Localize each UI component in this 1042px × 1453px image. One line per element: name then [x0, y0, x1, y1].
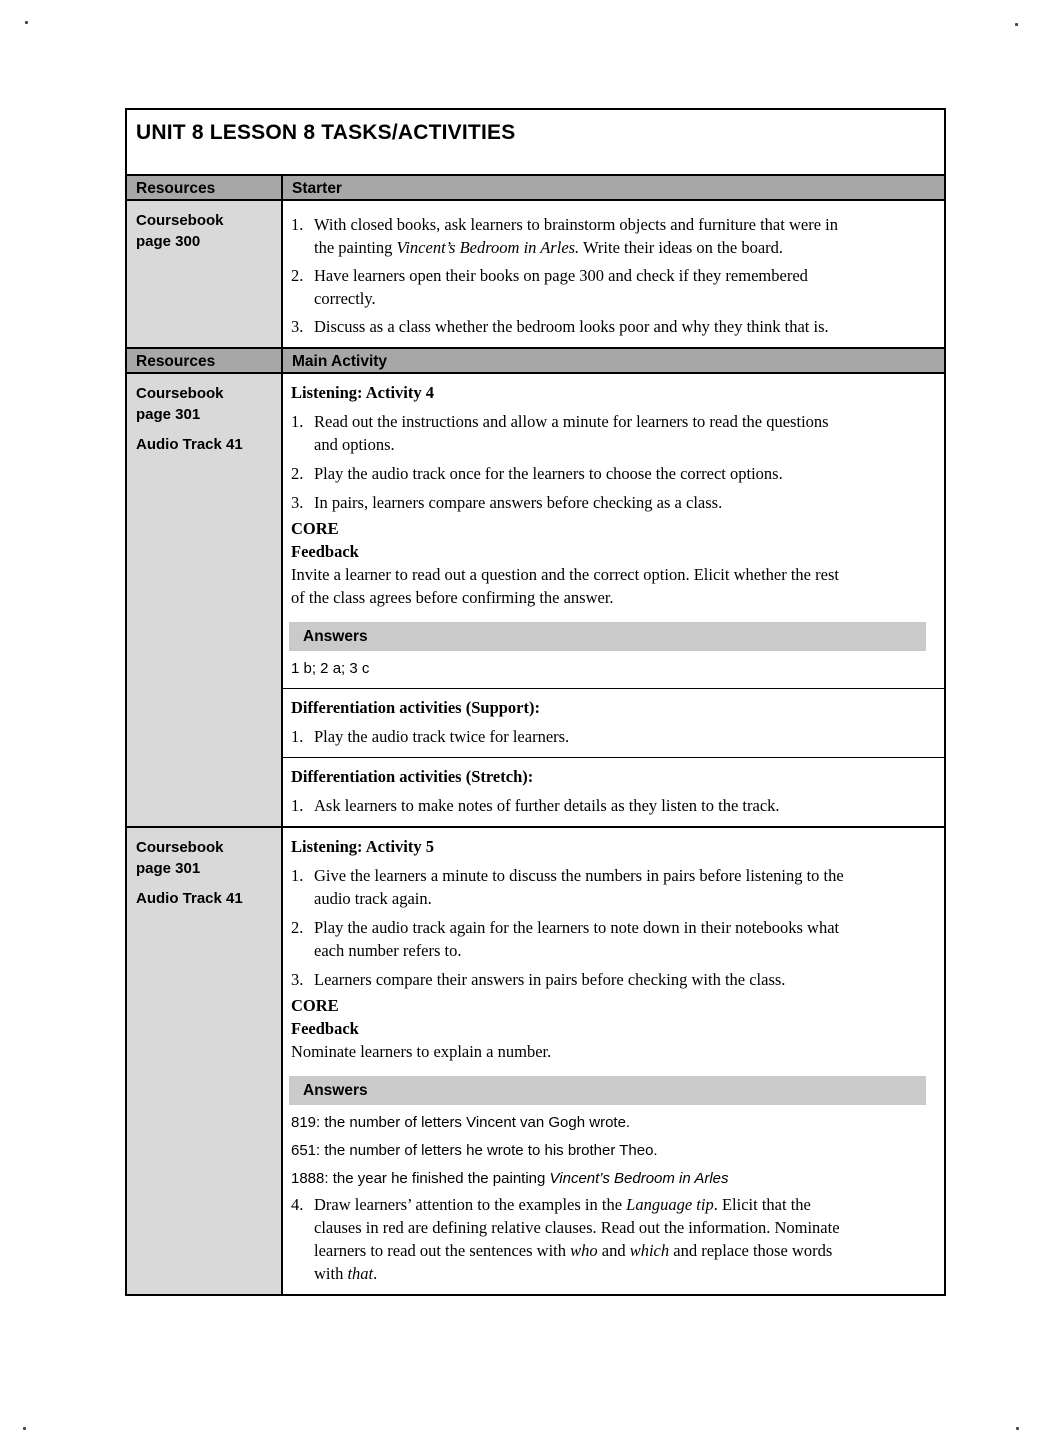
- feedback-label: Feedback: [291, 542, 359, 561]
- corner-mark-bottom-right: [1016, 1427, 1019, 1430]
- answer-line: 651: the number of letters he wrote to his brother Theo.: [291, 1142, 658, 1159]
- list-item: [291, 864, 932, 910]
- starter-steps-list: [291, 213, 932, 338]
- answer-line: 819: the number of letters Vincent van Gogh wrote.: [291, 1114, 631, 1131]
- support-heading: Differentiation activities (Support):: [291, 698, 540, 717]
- answers-label: Answers: [303, 628, 368, 645]
- resources-column-header: Resources: [127, 176, 283, 199]
- activity4-row: [127, 374, 944, 826]
- list-item: [291, 315, 932, 338]
- list-number: 1.: [291, 215, 304, 234]
- list-text: Have learners open their books on page 300 and check if they remembered correctly.: [314, 266, 808, 308]
- feedback-label: Feedback: [291, 1019, 359, 1038]
- activity5-row: [127, 826, 944, 1294]
- resources-spacer: [136, 879, 275, 888]
- list-text: Ask learners to make notes of further details as they listen to the track.: [314, 796, 780, 815]
- resources-spacer: [136, 425, 275, 434]
- activity5-content-column: [283, 828, 944, 1294]
- activity5-answers-bar: [289, 1076, 926, 1105]
- activity4-content-column: [283, 374, 944, 826]
- lesson-activities-table: [125, 108, 946, 1296]
- activity5-resources-cell: [127, 828, 283, 1294]
- list-item: [291, 491, 932, 514]
- activity5-step4-list: [291, 1193, 932, 1285]
- answers-label: Answers: [303, 1082, 368, 1099]
- support-steps-list: [291, 725, 932, 748]
- resource-audio-track: Audio Track 41: [136, 890, 243, 907]
- resource-page: page 300: [136, 233, 201, 250]
- list-number: 1.: [291, 412, 304, 431]
- corner-mark-top-left: [25, 21, 28, 24]
- resource-page: page 301: [136, 860, 201, 877]
- list-number: 3.: [291, 317, 304, 336]
- differentiation-support-block: [283, 688, 944, 757]
- activity4-answers-bar: [289, 622, 926, 651]
- activity5-steps-list: [291, 864, 932, 991]
- list-item: [291, 462, 932, 485]
- activity4-heading: Listening: Activity 4: [291, 383, 434, 402]
- list-item: [291, 794, 932, 817]
- resource-coursebook: Coursebook: [136, 212, 224, 229]
- list-item: [291, 1193, 932, 1285]
- activity4-main-block: [283, 374, 944, 688]
- list-text: In pairs, learners compare answers before checking as a class.: [314, 493, 723, 512]
- resource-audio-track: Audio Track 41: [136, 436, 243, 453]
- activity4-feedback-text: Invite a learner to read out a question and the correct option. Elicit whether the rest of the class agrees before confirming the answer.: [291, 565, 839, 607]
- list-item: [291, 410, 932, 456]
- list-item: [291, 264, 932, 310]
- resource-coursebook: Coursebook: [136, 385, 224, 402]
- activity5-answers-lines: [291, 1112, 932, 1189]
- starter-header-row: [127, 174, 944, 201]
- list-text: Give the learners a minute to discuss the numbers in pairs before listening to the audio track again.: [314, 866, 844, 908]
- list-number: 4.: [291, 1195, 304, 1214]
- stretch-heading: Differentiation activities (Stretch):: [291, 767, 534, 786]
- resource-coursebook: Coursebook: [136, 839, 224, 856]
- activity4-resources-cell: [127, 374, 283, 826]
- list-text: Discuss as a class whether the bedroom looks poor and why they think that is.: [314, 317, 829, 336]
- starter-row: [127, 201, 944, 347]
- main-activity-header-row: [127, 347, 944, 374]
- corner-mark-top-right: [1015, 23, 1018, 26]
- core-label: CORE: [291, 519, 339, 538]
- activity5-feedback-text: Nominate learners to explain a number.: [291, 1042, 552, 1061]
- corner-mark-bottom-left: [23, 1427, 26, 1430]
- list-number: 2.: [291, 266, 304, 285]
- list-text: Play the audio track again for the learners to note down in their notebooks what each number refers to.: [314, 918, 840, 960]
- list-number: 3.: [291, 970, 304, 989]
- starter-section-header: Starter: [292, 180, 342, 197]
- list-item: [291, 968, 932, 991]
- starter-content-column: [283, 201, 944, 347]
- list-text: Draw learners’ attention to the examples in the Language tip. Elicit that the clauses in red are defining relative clauses. Read out the information. Nominate learners to read out the sentences with who and which and replace those words with that.: [314, 1195, 840, 1283]
- list-number: 1.: [291, 796, 304, 815]
- list-number: 1.: [291, 727, 304, 746]
- resources-column-header-2: Resources: [127, 349, 283, 372]
- list-text: Play the audio track twice for learners.: [314, 727, 570, 746]
- list-text: With closed books, ask learners to brainstorm objects and furniture that were in the painting Vincent’s Bedroom in Arles. Write their ideas on the board.: [314, 215, 838, 257]
- list-text: Read out the instructions and allow a minute for learners to read the questions and options.: [314, 412, 829, 454]
- page-title: UNIT 8 LESSON 8 TASKS/ACTIVITIES: [136, 121, 516, 144]
- list-item: [291, 213, 932, 259]
- core-label: CORE: [291, 996, 339, 1015]
- activity5-heading: Listening: Activity 5: [291, 837, 434, 856]
- starter-content: [283, 201, 944, 347]
- differentiation-stretch-block: [283, 757, 944, 826]
- list-item: [291, 916, 932, 962]
- list-number: 2.: [291, 918, 304, 937]
- list-text: Learners compare their answers in pairs before checking with the class.: [314, 970, 786, 989]
- resource-page: page 301: [136, 406, 201, 423]
- list-number: 1.: [291, 866, 304, 885]
- list-number: 2.: [291, 464, 304, 483]
- starter-resources-cell: [127, 201, 283, 347]
- activity5-main-block: [283, 828, 944, 1294]
- answer-line: 1888: the year he finished the painting Vincent’s Bedroom in Arles: [291, 1170, 729, 1187]
- list-item: [291, 725, 932, 748]
- main-activity-section-header: Main Activity: [292, 353, 388, 370]
- stretch-steps-list: [291, 794, 932, 817]
- activity4-answers-text: 1 b; 2 a; 3 c: [291, 660, 370, 677]
- activity4-steps-list: [291, 410, 932, 514]
- list-text: Play the audio track once for the learners to choose the correct options.: [314, 464, 783, 483]
- list-number: 3.: [291, 493, 304, 512]
